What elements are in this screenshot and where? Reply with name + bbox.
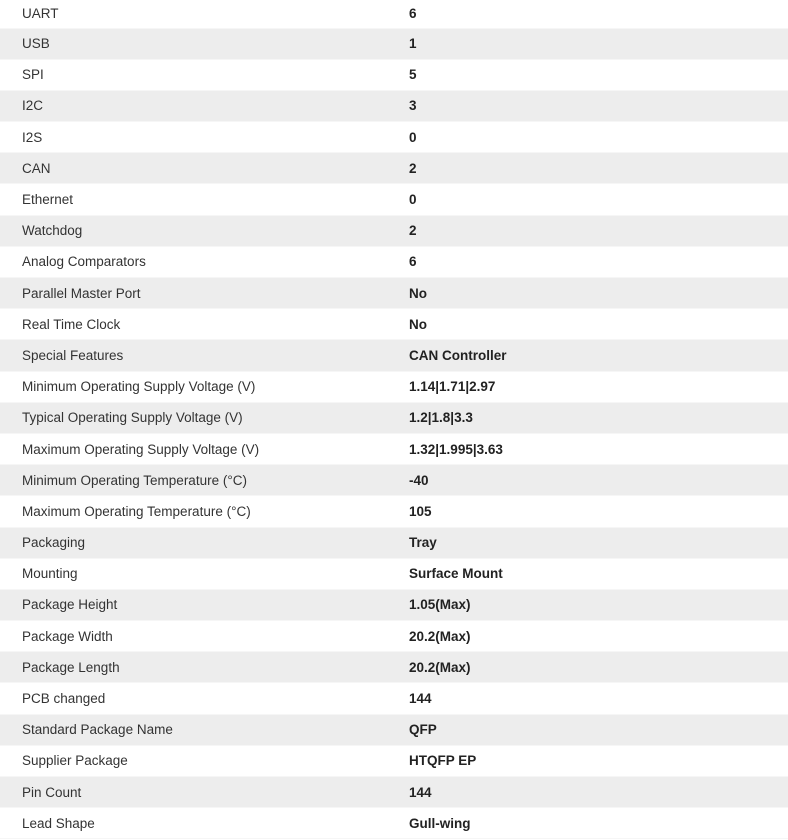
spec-value: 1	[409, 36, 417, 52]
spec-label: Special Features	[22, 347, 124, 363]
table-row	[0, 215, 788, 246]
spec-label: Ethernet	[22, 192, 74, 208]
table-row	[0, 589, 788, 620]
spec-value: No	[409, 285, 427, 301]
spec-label: I2C	[22, 98, 44, 114]
spec-value: 1.2|1.8|3.3	[409, 410, 473, 426]
spec-label: Supplier Package	[22, 753, 128, 769]
spec-value: 6	[409, 254, 417, 270]
table-row	[0, 621, 788, 652]
spec-label: Minimum Operating Temperature (°C)	[22, 472, 247, 488]
spec-value: HTQFP EP	[409, 753, 477, 769]
spec-value: 2	[409, 160, 417, 176]
table-row	[0, 371, 788, 402]
table-row	[0, 0, 788, 28]
spec-value: QFP	[409, 722, 437, 738]
spec-value: 105	[409, 503, 432, 519]
spec-value: 5	[409, 67, 417, 83]
table-row	[0, 714, 788, 745]
table-row	[0, 122, 788, 153]
spec-label: I2S	[22, 129, 43, 145]
table-row	[0, 527, 788, 558]
table-row	[0, 153, 788, 184]
table-row	[0, 496, 788, 527]
spec-value: 3	[409, 98, 417, 114]
spec-label: Minimum Operating Supply Voltage (V)	[22, 379, 256, 395]
table-row	[0, 90, 788, 121]
spec-label: PCB changed	[22, 691, 106, 707]
spec-value: 144	[409, 691, 432, 707]
spec-label: Pin Count	[22, 784, 82, 800]
spec-label: Maximum Operating Supply Voltage (V)	[22, 441, 260, 457]
spec-label: Parallel Master Port	[22, 285, 141, 301]
spec-value: -40	[409, 472, 429, 488]
table-row	[0, 652, 788, 683]
table-row	[0, 278, 788, 309]
table-row	[0, 683, 788, 714]
spec-label: Mounting	[22, 566, 78, 582]
table-row	[0, 340, 788, 371]
spec-label: USB	[22, 36, 50, 52]
spec-value: 1.32|1.995|3.63	[409, 441, 503, 457]
table-row	[0, 402, 788, 433]
spec-value: 20.2(Max)	[409, 628, 471, 644]
spec-label: Package Width	[22, 628, 113, 644]
spec-label: Watchdog	[22, 223, 83, 239]
table-row	[0, 745, 788, 776]
spec-value: CAN Controller	[409, 347, 507, 363]
spec-label: Package Length	[22, 659, 120, 675]
spec-value: 2	[409, 223, 417, 239]
spec-label: SPI	[22, 67, 44, 83]
spec-label: Packaging	[22, 535, 86, 551]
spec-value: 0	[409, 129, 417, 145]
table-row	[0, 777, 788, 808]
table-row	[0, 246, 788, 277]
spec-label: Package Height	[22, 597, 118, 613]
table-row	[0, 433, 788, 464]
spec-value: 0	[409, 192, 417, 208]
table-row	[0, 309, 788, 340]
spec-value: 20.2(Max)	[409, 659, 471, 675]
spec-label: Analog Comparators	[22, 254, 146, 270]
table-row	[0, 465, 788, 496]
spec-value: Gull-wing	[409, 815, 471, 831]
spec-label: CAN	[22, 160, 51, 176]
spec-value: Tray	[409, 535, 437, 551]
spec-label: Standard Package Name	[22, 722, 173, 738]
spec-value: No	[409, 316, 427, 332]
table-row	[0, 184, 788, 215]
spec-label: Lead Shape	[22, 815, 95, 831]
spec-value: 144	[409, 784, 432, 800]
spec-label: Maximum Operating Temperature (°C)	[22, 503, 251, 519]
spec-value: 1.14|1.71|2.97	[409, 379, 496, 395]
spec-label: Real Time Clock	[22, 316, 121, 332]
spec-value: Surface Mount	[409, 566, 503, 582]
spec-value: 6	[409, 6, 417, 22]
spec-label: UART	[22, 6, 59, 22]
spec-value: 1.05(Max)	[409, 597, 471, 613]
table-row	[0, 808, 788, 839]
table-row	[0, 558, 788, 589]
table-row	[0, 28, 788, 59]
spec-label: Typical Operating Supply Voltage (V)	[22, 410, 243, 426]
table-row	[0, 59, 788, 90]
